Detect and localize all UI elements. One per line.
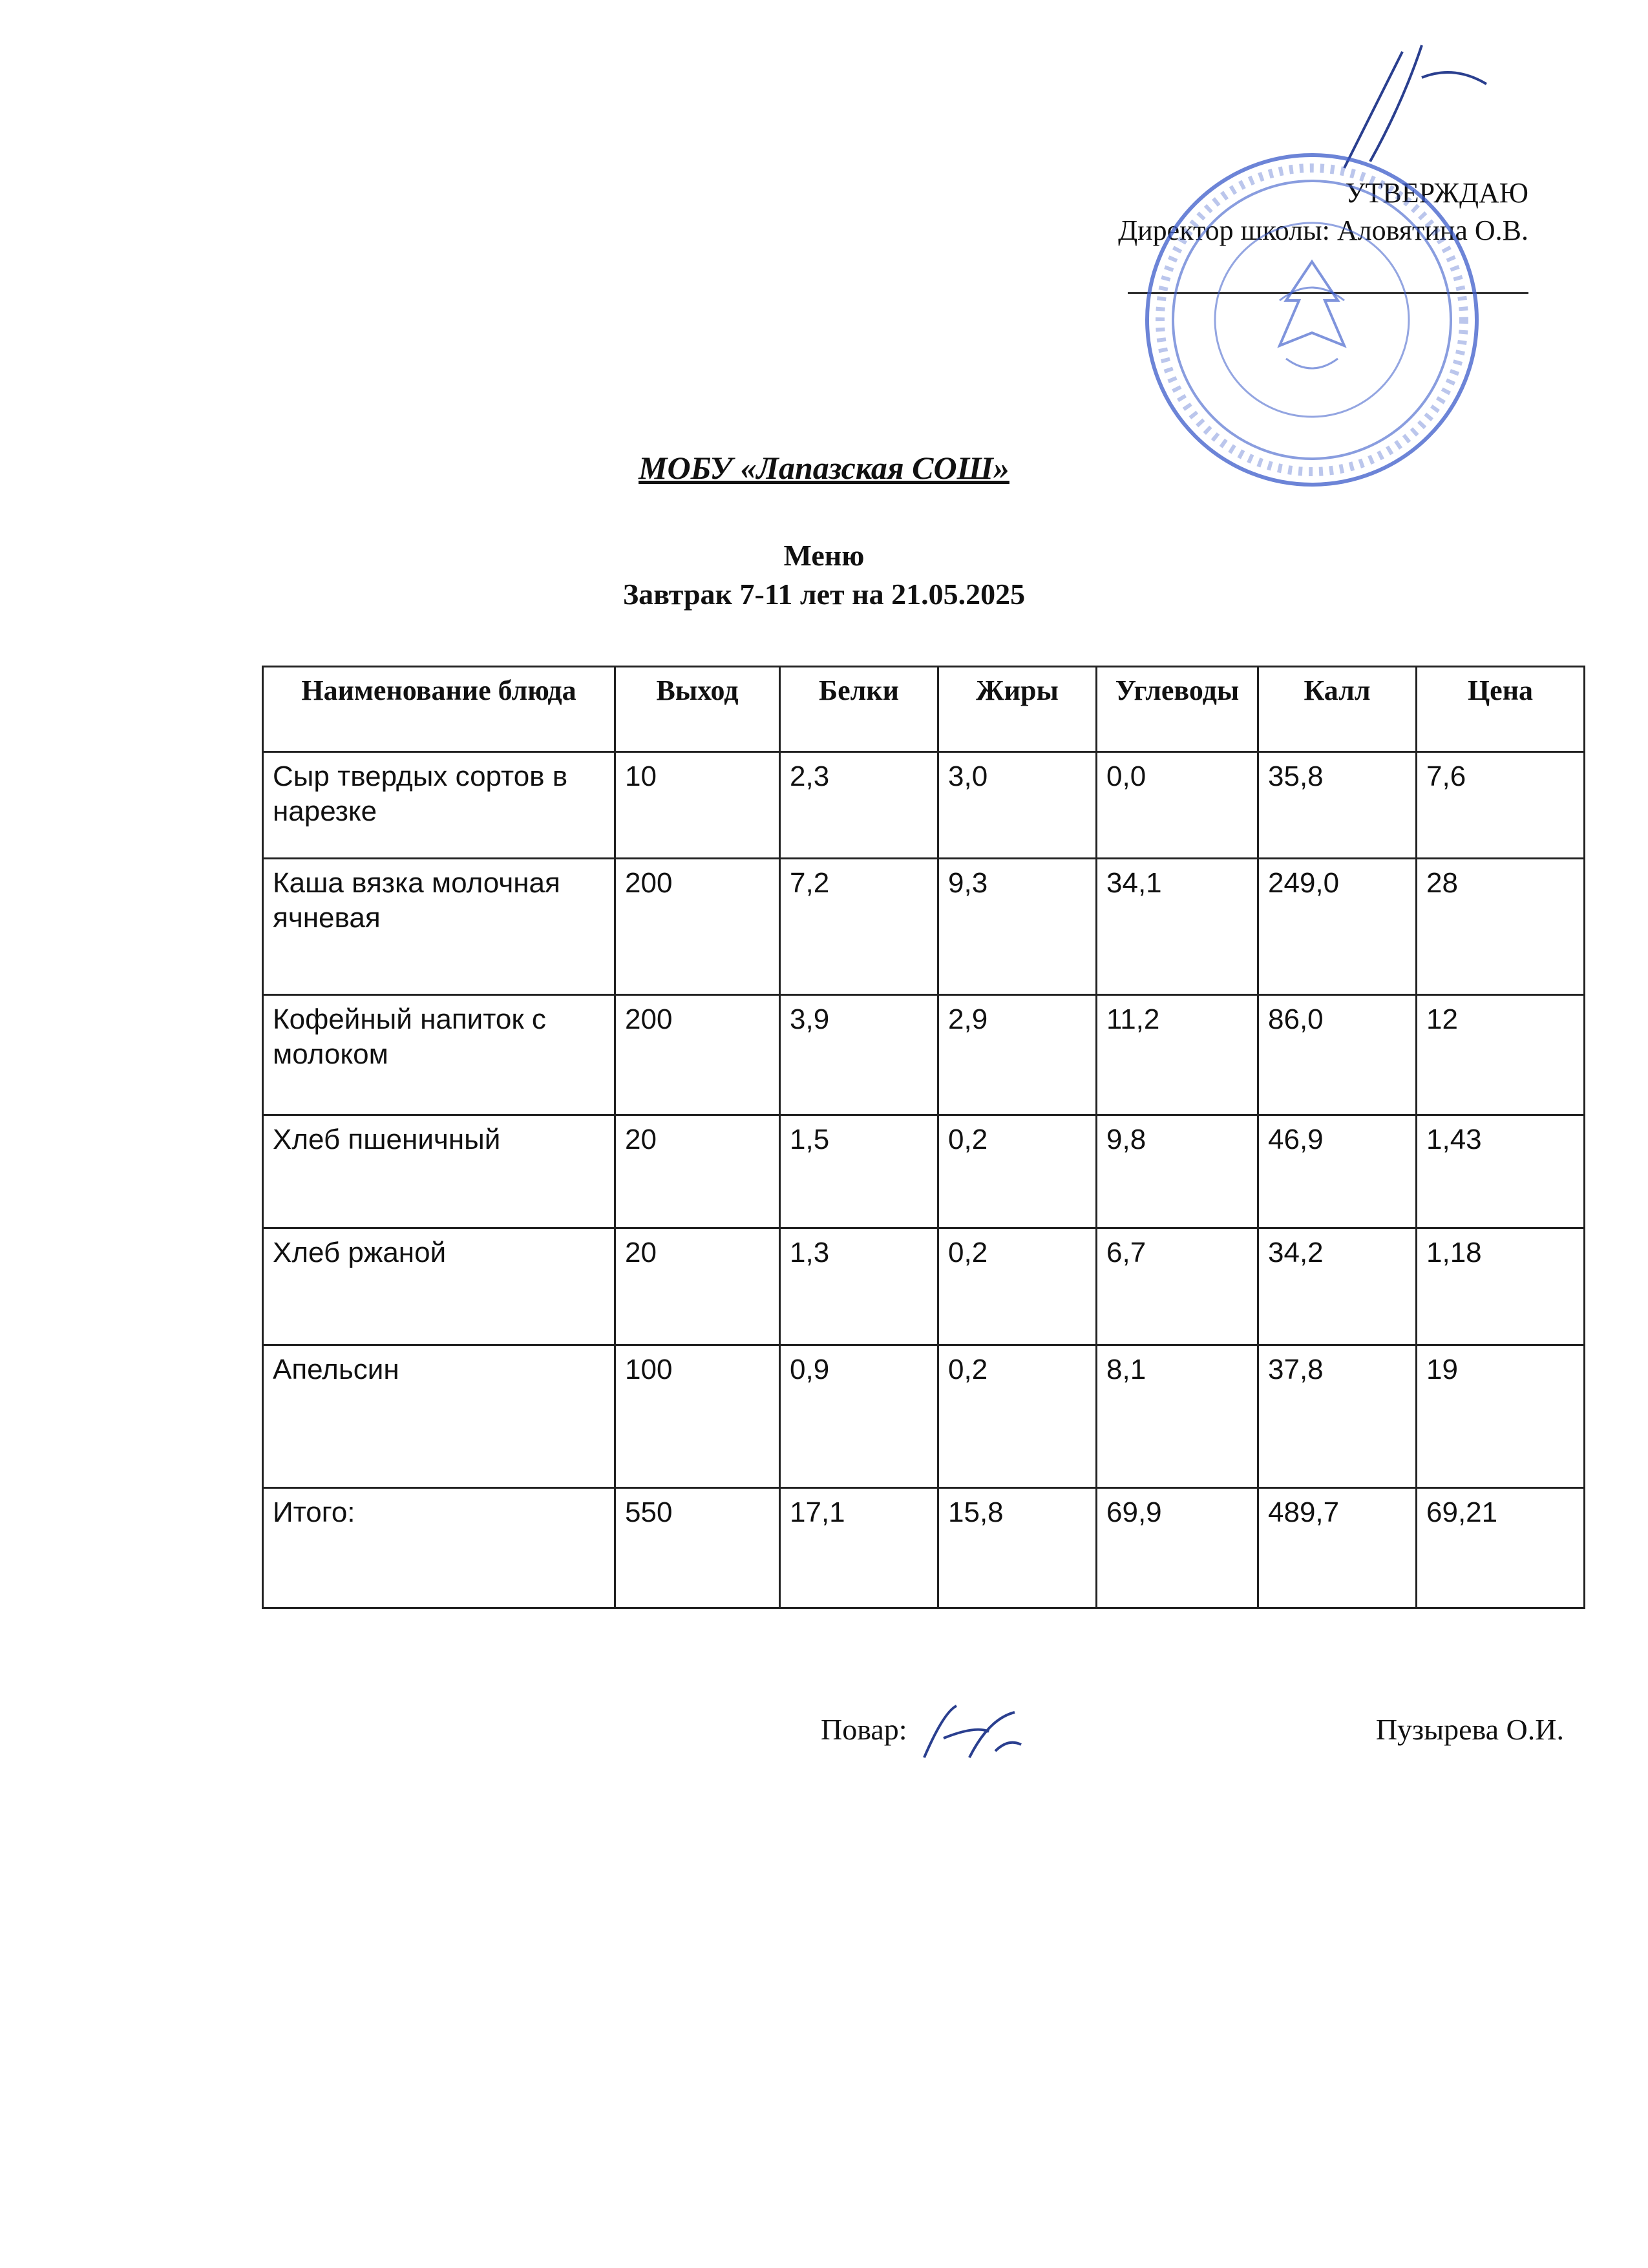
cell-output: 10 xyxy=(615,752,780,859)
header-carbs: Углеводы xyxy=(1097,667,1258,752)
header-fat: Жиры xyxy=(938,667,1097,752)
cell-price: 69,21 xyxy=(1417,1488,1585,1608)
cell-dish: Хлеб ржаной xyxy=(263,1228,615,1345)
cell-price: 19 xyxy=(1417,1345,1585,1488)
cell-output: 550 xyxy=(615,1488,780,1608)
cell-dish: Хлеб пшеничный xyxy=(263,1115,615,1228)
cell-fat: 3,0 xyxy=(938,752,1097,859)
cell-fat: 0,2 xyxy=(938,1345,1097,1488)
cell-calories: 249,0 xyxy=(1258,858,1417,994)
cell-price: 7,6 xyxy=(1417,752,1585,859)
cell-output: 100 xyxy=(615,1345,780,1488)
cell-fat: 2,9 xyxy=(938,995,1097,1115)
table-row xyxy=(263,1488,1585,1608)
cook-name: Пузырева О.И. xyxy=(1375,1713,1564,1746)
cell-calories: 37,8 xyxy=(1258,1345,1417,1488)
cell-output: 200 xyxy=(615,995,780,1115)
cell-carbs: 11,2 xyxy=(1097,995,1258,1115)
cell-dish: Апельсин xyxy=(263,1345,615,1488)
cell-carbs: 0,0 xyxy=(1097,752,1258,859)
cell-output: 20 xyxy=(615,1115,780,1228)
cell-dish: Каша вязка молочная ячневая xyxy=(263,858,615,994)
organization-name: МОБУ «Лапазская СОШ» xyxy=(639,450,1009,486)
cell-carbs: 9,8 xyxy=(1097,1115,1258,1228)
cell-price: 1,18 xyxy=(1417,1228,1585,1345)
menu-subtitle: Завтрак 7-11 лет на 21.05.2025 xyxy=(622,578,1026,611)
cell-protein: 3,9 xyxy=(780,995,938,1115)
cell-protein: 0,9 xyxy=(780,1345,938,1488)
round-seal-icon xyxy=(1137,145,1486,494)
cell-fat: 15,8 xyxy=(938,1488,1097,1608)
cell-price: 1,43 xyxy=(1417,1115,1585,1228)
table-row xyxy=(263,1115,1585,1228)
cell-price: 12 xyxy=(1417,995,1585,1115)
table-row xyxy=(263,995,1585,1115)
cell-price: 28 xyxy=(1417,858,1585,994)
cell-output: 20 xyxy=(615,1228,780,1345)
cell-fat: 9,3 xyxy=(938,858,1097,994)
cell-carbs: 8,1 xyxy=(1097,1345,1258,1488)
cook-label: Повар: xyxy=(821,1713,907,1746)
menu-title: Меню xyxy=(783,539,865,572)
cell-calories: 34,2 xyxy=(1258,1228,1417,1345)
table-row xyxy=(263,858,1585,994)
cell-calories: 489,7 xyxy=(1258,1488,1417,1608)
cell-calories: 46,9 xyxy=(1258,1115,1417,1228)
header-protein: Белки xyxy=(780,667,938,752)
table-header-row xyxy=(263,667,1585,752)
cell-calories: 86,0 xyxy=(1258,995,1417,1115)
table-row xyxy=(263,1345,1585,1488)
menu-heading xyxy=(0,536,1648,614)
table-row xyxy=(263,752,1585,859)
cell-carbs: 6,7 xyxy=(1097,1228,1258,1345)
header-calories: Калл xyxy=(1258,667,1417,752)
cell-output: 200 xyxy=(615,858,780,994)
cell-dish: Итого: xyxy=(263,1488,615,1608)
cell-carbs: 69,9 xyxy=(1097,1488,1258,1608)
menu-table xyxy=(262,666,1585,1609)
cell-fat: 0,2 xyxy=(938,1228,1097,1345)
cell-protein: 2,3 xyxy=(780,752,938,859)
approval-heading: УТВЕРЖДАЮ xyxy=(1345,177,1528,209)
cell-dish: Сыр твердых сортов в нарезке xyxy=(263,752,615,859)
approval-director: Директор школы: Аловятина О.В. xyxy=(1118,215,1528,246)
cell-protein: 17,1 xyxy=(780,1488,938,1608)
header-output: Выход xyxy=(615,667,780,752)
organization-title xyxy=(0,449,1648,487)
cook-signature-icon xyxy=(918,1699,1028,1770)
cell-protein: 7,2 xyxy=(780,858,938,994)
table-row xyxy=(263,1228,1585,1345)
header-dish: Наименование блюда xyxy=(263,667,615,752)
cell-protein: 1,5 xyxy=(780,1115,938,1228)
header-price: Цена xyxy=(1417,667,1585,752)
cell-calories: 35,8 xyxy=(1258,752,1417,859)
cell-carbs: 34,1 xyxy=(1097,858,1258,994)
cell-protein: 1,3 xyxy=(780,1228,938,1345)
cell-dish: Кофейный напиток с молоком xyxy=(263,995,615,1115)
cell-fat: 0,2 xyxy=(938,1115,1097,1228)
